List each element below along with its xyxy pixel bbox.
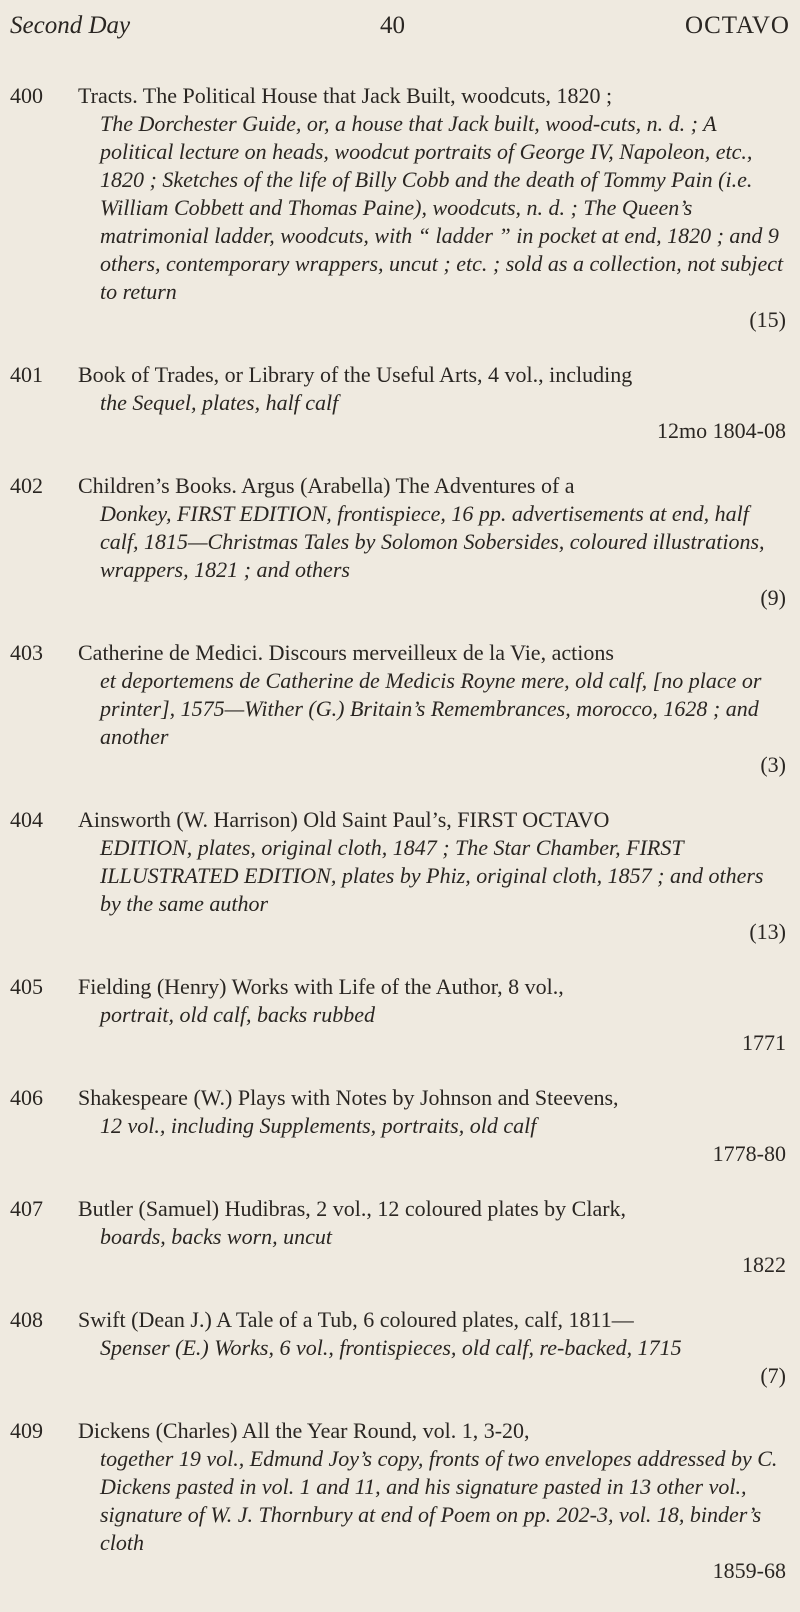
lot-title: Book of Trades, or Library of the Useful Arts, 4 vol., including	[78, 362, 633, 387]
lot-number: 403	[10, 640, 43, 665]
lot-description: together 19 vol., Edmund Joy’s copy, fronts of two envelopes addressed by C. Dickens pasted in vol. 1 and 11, and his signature pasted in 13 other vol., signature of W. J. Thornbury at end of Poem on pp. 202-3, vol. 18, binder’s cloth	[100, 1446, 778, 1555]
lot-entry	[0, 973, 800, 1057]
lot-number: 404	[10, 807, 43, 832]
lot-list	[0, 82, 800, 1612]
lot-count: (9)	[760, 585, 786, 610]
lot-title: Ainsworth (W. Harrison) Old Saint Paul’s, FIRST OCTAVO	[78, 807, 610, 832]
page-number: 40	[380, 12, 405, 39]
lot-description: EDITION, plates, original cloth, 1847 ; The Star Chamber, FIRST ILLUSTRATED EDITION, plates by Phiz, original cloth, 1857 ; and others by the same author	[100, 835, 764, 916]
lot-entry	[0, 361, 800, 445]
lot-count: (3)	[760, 752, 786, 777]
lot-title: Shakespeare (W.) Plays with Notes by Johnson and Steevens,	[78, 1085, 619, 1110]
lot-entry	[0, 1417, 800, 1585]
lot-date: 12mo 1804-08	[657, 418, 786, 443]
lot-description: The Dorchester Guide, or, a house that Jack built, wood-cuts, n. d. ; A political lecture on heads, woodcut portraits of George IV, Napoleon, etc., 1820 ; Sketches of the life of Billy Cobb and the death of Tommy Pain (i.e. William Cobbett and Thomas Paine), woodcuts, n. d. ; The Queen’s matrimonial ladder, woodcuts, with “ ladder ” in pocket at end, 1820 ; and 9 others, contemporary wrappers, uncut ; etc. ; sold as a collection, not subject to return	[100, 111, 784, 304]
lot-number: 409	[10, 1418, 43, 1443]
lot-number: 400	[10, 83, 43, 108]
lot-number: 407	[10, 1196, 43, 1221]
lot-date: 1778-80	[712, 1141, 786, 1166]
lot-number: 402	[10, 473, 43, 498]
lot-title: Tracts. The Political House that Jack Built, woodcuts, 1820 ;	[78, 83, 613, 108]
lot-count: (7)	[760, 1363, 786, 1388]
lot-description: Donkey, FIRST EDITION, frontispiece, 16 pp. advertisements at end, half calf, 1815—Christmas Tales by Solomon Sobersides, coloured illustrations, wrappers, 1821 ; and others	[100, 501, 765, 582]
lot-description: 12 vol., including Supplements, portraits, old calf	[100, 1113, 537, 1138]
lot-number: 406	[10, 1085, 43, 1110]
lot-number: 401	[10, 362, 43, 387]
lot-title: Dickens (Charles) All the Year Round, vol. 1, 3-20,	[78, 1418, 530, 1443]
lot-title: Catherine de Medici. Discours merveilleux de la Vie, actions	[78, 640, 614, 665]
catalogue-section: Second Day	[10, 12, 131, 39]
lot-count: (15)	[749, 307, 786, 332]
lot-title: Children’s Books. Argus (Arabella) The Adventures of a	[78, 473, 575, 498]
format-heading: OCTAVO	[685, 12, 790, 39]
lot-entry	[0, 1306, 800, 1390]
page-header	[0, 12, 800, 52]
lot-entry	[0, 639, 800, 779]
lot-date: 1859-68	[712, 1558, 786, 1583]
lot-title: Fielding (Henry) Works with Life of the Author, 8 vol.,	[78, 974, 564, 999]
lot-entry	[0, 82, 800, 334]
lot-entry	[0, 1084, 800, 1168]
lot-date: 1771	[742, 1030, 786, 1055]
lot-description: et deportemens de Catherine de Medicis Royne mere, old calf, [no place or printer], 1575—Wither (G.) Britain’s Remembrances, morocco, 1628 ; and another	[100, 668, 762, 749]
lot-number: 405	[10, 974, 43, 999]
lot-title: Swift (Dean J.) A Tale of a Tub, 6 coloured plates, calf, 1811—	[78, 1307, 634, 1332]
lot-date: 1822	[742, 1252, 786, 1277]
lot-entry	[0, 1195, 800, 1279]
lot-entry	[0, 472, 800, 612]
lot-title: Butler (Samuel) Hudibras, 2 vol., 12 coloured plates by Clark,	[78, 1196, 627, 1221]
lot-description: portrait, old calf, backs rubbed	[100, 1002, 375, 1027]
lot-description: Spenser (E.) Works, 6 vol., frontispieces, old calf, re-backed, 1715	[100, 1335, 682, 1360]
lot-entry	[0, 806, 800, 946]
lot-description: boards, backs worn, uncut	[100, 1224, 333, 1249]
lot-count: (13)	[749, 919, 786, 944]
lot-number: 408	[10, 1307, 43, 1332]
lot-description: the Sequel, plates, half calf	[100, 390, 339, 415]
